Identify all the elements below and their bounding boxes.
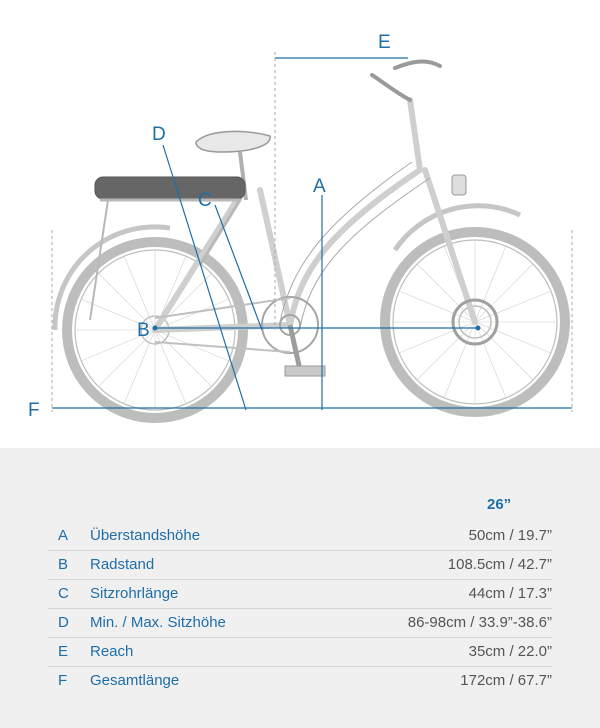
marker-b: B (137, 320, 150, 341)
table-row (48, 667, 552, 695)
handlebar (372, 62, 440, 100)
table-row (48, 638, 552, 667)
table-row (48, 580, 552, 609)
row-label: Min. / Max. Sitzhöhe (90, 614, 226, 631)
row-label: Reach (90, 643, 134, 660)
row-value: 108.5cm / 42.7” (447, 556, 552, 573)
wheel-size-header: 26” (487, 496, 512, 513)
row-code: B (58, 556, 69, 573)
row-value: 35cm / 22.0” (468, 643, 552, 660)
row-label: Überstandshöhe (90, 527, 201, 544)
marker-a: A (313, 176, 326, 197)
frame (155, 100, 475, 330)
marker-d: D (152, 124, 166, 145)
row-value: 50cm / 19.7” (468, 527, 552, 544)
row-label: Gesamtlänge (90, 672, 180, 689)
row-value: 172cm / 67.7” (460, 672, 552, 689)
geometry-table (0, 448, 600, 728)
table-row (48, 522, 552, 551)
table-row (48, 609, 552, 638)
frame-outline (280, 162, 430, 328)
headlight (452, 175, 466, 195)
marker-f: F (28, 400, 40, 421)
row-code: E (58, 643, 69, 660)
row-label: Sitzrohrlänge (90, 585, 179, 602)
row-value: 86-98cm / 33.9”-38.6” (407, 614, 552, 631)
row-code: A (58, 527, 69, 544)
row-label: Radstand (90, 556, 155, 573)
row-code: D (58, 614, 69, 631)
table-row (48, 551, 552, 580)
row-code: C (58, 585, 69, 602)
row-value: 44cm / 17.3” (468, 585, 552, 602)
geometry-rows (48, 522, 552, 695)
marker-c: C (198, 190, 212, 211)
row-code: F (58, 672, 68, 689)
marker-e: E (378, 32, 391, 53)
